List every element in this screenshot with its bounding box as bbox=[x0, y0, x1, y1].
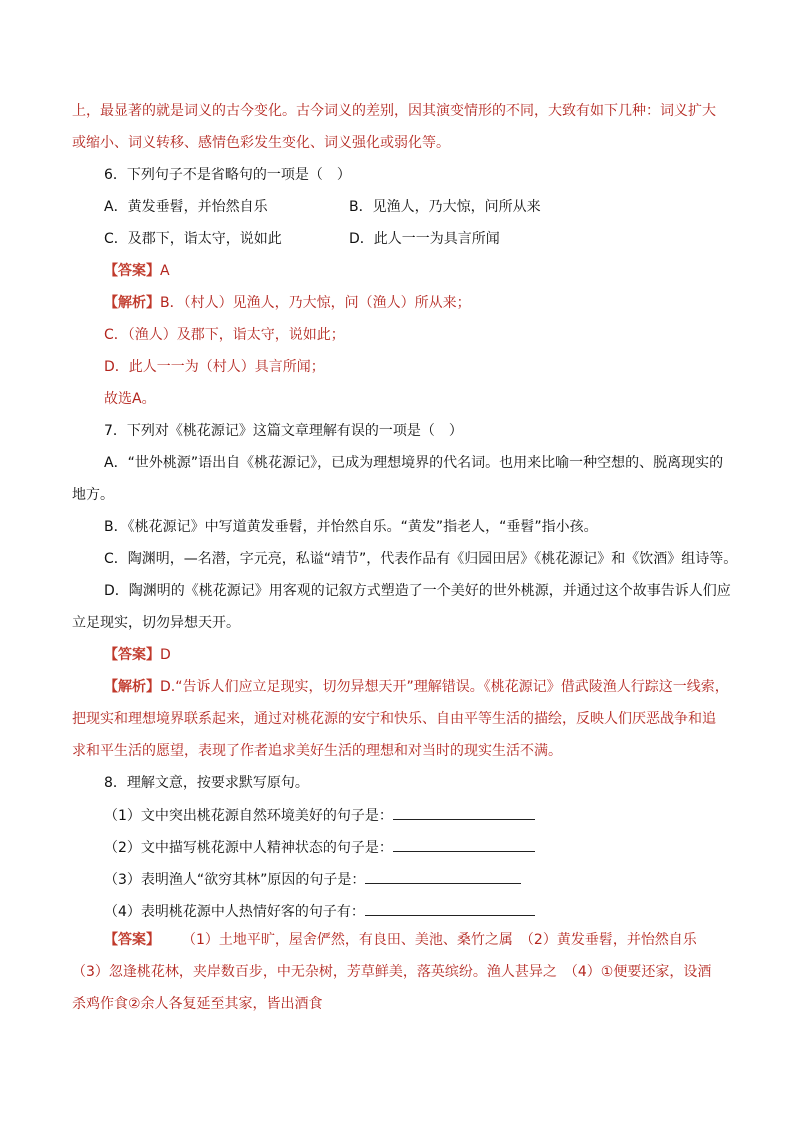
q8-item-4 bbox=[104, 901, 535, 922]
q8-item-text: （4）表明桃花源中人热情好客的句子有： bbox=[104, 904, 365, 920]
q7-analysis-line-2: 把现实和理想境界联系起来，通过对桃花源的安宁和快乐、自由平等生活的描绘，反映人们厌恶战争和追 bbox=[72, 711, 716, 727]
q8-item-text: （3）表明渔人“欲穷其林”原因的句子是： bbox=[104, 872, 366, 888]
answer-tag: 【答案】 bbox=[104, 263, 160, 279]
intro-line-1: 上，最显著的就是词义的古今变化。古今词义的差别，因其演变情形的不同，大致有如下几种：词义扩大 bbox=[72, 103, 716, 119]
answer-blank[interactable] bbox=[365, 901, 535, 916]
q7-option-b: B．《桃花源记》中写道黄发垂髫，并怡然自乐。“黄发”指老人，“垂髫”指小孩。 bbox=[104, 519, 598, 535]
q8-answer-line-1 bbox=[104, 930, 697, 950]
q6-analysis-line-1 bbox=[104, 293, 471, 313]
q8-item-2 bbox=[104, 837, 535, 858]
answer-value: A bbox=[160, 263, 170, 279]
q8-item-text: （1）文中突出桃花源自然环境美好的句子是： bbox=[104, 808, 393, 824]
q7-option-d-line-1: D．陶渊明的《桃花源记》用客观的记叙方式塑造了一个美好的世外桃源，并通过这个故事告诉人们应 bbox=[104, 583, 731, 599]
q8-stem: 8．理解文意，按要求默写原句。 bbox=[104, 775, 309, 791]
answer-text: （1）土地平旷，屋舍俨然，有良田、美池、桑竹之属 （2）黄发垂髫，并怡然自乐 bbox=[182, 932, 697, 948]
q6-analysis-line-2: C．（渔人）及郡下，诣太守，说如此； bbox=[104, 327, 345, 343]
q7-answer bbox=[104, 645, 171, 665]
q6-option-c: C．及郡下，诣太守，说如此 bbox=[104, 231, 282, 247]
analysis-text: D.“告诉人们应立足现实，切勿异想天开”理解错误。《桃花源记》借武陵渔人行踪这一线索， bbox=[160, 679, 729, 695]
q6-conclusion: 故选A。 bbox=[104, 391, 156, 407]
q6-option-b: B．见渔人，乃大惊，问所从来 bbox=[349, 199, 541, 215]
answer-blank[interactable] bbox=[365, 869, 521, 884]
q6-analysis-line-3: D．此人一一为（村人）具言所闻； bbox=[104, 359, 325, 375]
analysis-tag: 【解析】 bbox=[104, 295, 160, 311]
q6-option-a: A．黄发垂髫，并怡然自乐 bbox=[104, 199, 268, 215]
q8-answer-line-3: 杀鸡作食②余人各复延至其家，皆出酒食 bbox=[72, 996, 323, 1012]
q7-analysis-line-3: 求和平生活的愿望，表现了作者追求美好生活的理想和对当时的现实生活不满。 bbox=[72, 743, 562, 759]
answer-blank[interactable] bbox=[393, 805, 535, 820]
q7-stem: 7．下列对《桃花源记》这篇文章理解有误的一项是（ ） bbox=[104, 423, 463, 439]
q8-answer-line-2: （3）忽逢桃花林，夹岸数百步，中无杂树，芳草鲜美，落英缤纷。渔人甚异之 （4）①便要还家，设酒 bbox=[72, 964, 712, 980]
q7-option-a-line-2: 地方。 bbox=[72, 487, 114, 503]
analysis-tag: 【解析】 bbox=[104, 679, 160, 695]
q7-option-c: C．陶渊明，—名潜，字元亮，私谥“靖节”，代表作品有《归园田居》《桃花源记》和《饮酒》组诗等。 bbox=[104, 551, 738, 567]
q6-answer bbox=[104, 261, 170, 281]
q8-item-1 bbox=[104, 805, 535, 826]
q8-item-text: （2）文中描写桃花源中人精神状态的句子是： bbox=[104, 840, 393, 856]
answer-tag: 【答案】 bbox=[104, 932, 160, 948]
answer-blank[interactable] bbox=[393, 837, 535, 852]
answer-tag: 【答案】 bbox=[104, 647, 160, 663]
q6-option-d: D．此人一一为具言所闻 bbox=[349, 231, 500, 247]
q7-option-a-line-1: A．“世外桃源”语出自《桃花源记》，已成为理想境界的代名词。也用来比喻一种空想的、脱离现实的 bbox=[104, 455, 724, 471]
intro-line-2: 或缩小、词义转移、感情色彩发生变化、词义强化或弱化等。 bbox=[72, 135, 450, 151]
analysis-text: B．（村人）见渔人，乃大惊，问（渔人）所从来； bbox=[160, 295, 471, 311]
q7-option-d-line-2: 立足现实，切勿异想天开。 bbox=[72, 615, 240, 631]
q7-analysis-line-1 bbox=[104, 677, 729, 697]
q8-item-3 bbox=[104, 869, 521, 890]
answer-value: D bbox=[160, 647, 171, 663]
q6-stem: 6．下列句子不是省略句的一项是（ ） bbox=[104, 167, 351, 183]
